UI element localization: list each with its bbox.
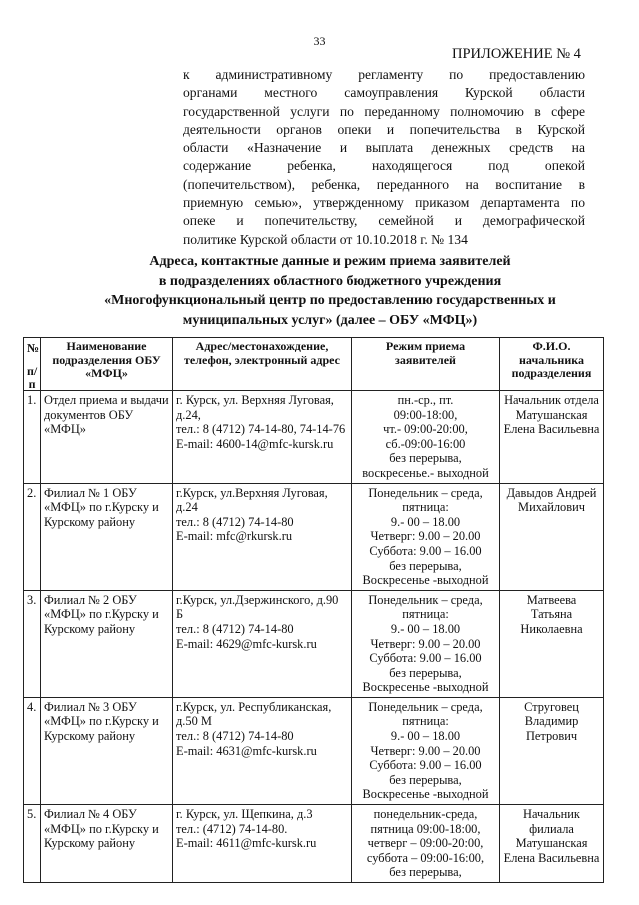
- header-number: № п/ п: [24, 338, 41, 391]
- cell-schedule: понедельник-среда, пятница 09:00-18:00, четверг – 09:00-20:00, суббота – 09:00-16:00, без перерыва,: [352, 805, 500, 883]
- cell-address: г. Курск, ул. Верхняя Луговая, д.24, тел.: 8 (4712) 74-14-80, 74-14-76 E-mail: 4600-14@mfc-kursk.ru: [173, 391, 352, 484]
- cell-name: Филиал № 3 ОБУ «МФЦ» по г.Курску и Курскому району: [41, 697, 173, 804]
- table-header-row: [24, 338, 604, 391]
- appendix-line: государственной услуги по переданному полномочию в сфере: [183, 103, 585, 119]
- appendix-line: опеке и попечительству, семейной и демографической: [183, 213, 585, 229]
- cell-name: Отдел приема и выдачи документов ОБУ «МФЦ»: [41, 391, 173, 484]
- table-row: [24, 391, 604, 484]
- cell-number: 1.: [24, 391, 41, 484]
- heading-line: Адреса, контактные данные и режим приема заявителей: [149, 254, 511, 269]
- table-row: [24, 590, 604, 697]
- table-row: [24, 697, 604, 804]
- appendix-line: органами местного самоуправления Курской области: [183, 85, 585, 101]
- appendix-line: приемную семью», утвержденному приказом департамента по: [183, 195, 585, 211]
- appendix-line: политике Курской области от 10.10.2018 г. № 134: [183, 231, 468, 247]
- cell-name: Филиал № 2 ОБУ «МФЦ» по г.Курску и Курскому району: [41, 590, 173, 697]
- cell-number: 3.: [24, 590, 41, 697]
- cell-head: Начальник филиала Матушанская Елена Васильевна: [500, 805, 604, 883]
- table-row: [24, 805, 604, 883]
- page-number: 33: [313, 34, 326, 48]
- header-name: Наименование подразделения ОБУ «МФЦ»: [41, 338, 173, 391]
- appendix-line: содержание ребенка, находящегося под опекой: [183, 158, 585, 174]
- heading-line: «Многофункциональный центр по предоставлению государственных и: [104, 293, 556, 308]
- cell-schedule: Понедельник – среда, пятница: 9.- 00 – 18.00 Четверг: 9.00 – 20.00 Суббота: 9.00 – 16.00 без перерыва, Воскресенье -выходной: [352, 590, 500, 697]
- mfc-table: [23, 337, 604, 883]
- cell-schedule: пн.-ср., пт. 09:00-18:00, чт.- 09:00-20:00, сб.-09:00-16:00 без перерыва, воскресенье.- выходной: [352, 391, 500, 484]
- heading-line: муниципальных услуг» (далее – ОБУ «МФЦ»): [182, 312, 478, 328]
- cell-number: 5.: [24, 805, 41, 883]
- appendix-title: ПРИЛОЖЕНИЕ № 4: [452, 46, 581, 62]
- cell-address: г. Курск, ул. Щепкина, д.3 тел.: (4712) 74-14-80. E-mail: 4611@mfc-kursk.ru: [173, 805, 352, 883]
- cell-name: Филиал № 4 ОБУ «МФЦ» по г.Курску и Курскому району: [41, 805, 173, 883]
- cell-head: Начальник отдела Матушанская Елена Васильевна: [500, 391, 604, 484]
- cell-address: г.Курск, ул.Верхняя Луговая, д.24 тел.: 8 (4712) 74-14-80 E-mail: mfc@rkursk.ru: [173, 483, 352, 590]
- table-row: [24, 483, 604, 590]
- header-head: Ф.И.О. начальника подразделения: [500, 338, 604, 391]
- cell-address: г.Курск, ул.Дзержинского, д.90 Б тел.: 8 (4712) 74-14-80 E-mail: 4629@mfc-kursk.ru: [173, 590, 352, 697]
- header-schedule: Режим приема заявителей: [352, 338, 500, 391]
- section-heading: [40, 252, 620, 330]
- cell-number: 2.: [24, 483, 41, 590]
- cell-schedule: Понедельник – среда, пятница: 9.- 00 – 18.00 Четверг: 9.00 – 20.00 Суббота: 9.00 – 16.00 без перерыва, Воскресенье -выходной: [352, 483, 500, 590]
- cell-schedule: Понедельник – среда, пятница: 9.- 00 – 18.00 Четверг: 9.00 – 20.00 Суббота: 9.00 – 16.00 без перерыва, Воскресенье -выходной: [352, 697, 500, 804]
- cell-name: Филиал № 1 ОБУ «МФЦ» по г.Курску и Курскому району: [41, 483, 173, 590]
- appendix-line: деятельности органов опеки и попечительства в Курской: [183, 121, 585, 137]
- cell-head: Струговец Владимир Петрович: [500, 697, 604, 804]
- appendix-line: к административному регламенту по предоставлению: [183, 67, 585, 82]
- cell-head: Давыдов Андрей Михайлович: [500, 483, 604, 590]
- cell-address: г.Курск, ул. Республиканская, д.50 М тел.: 8 (4712) 74-14-80 E-mail: 4631@mfc-kursk.ru: [173, 697, 352, 804]
- cell-number: 4.: [24, 697, 41, 804]
- heading-line: в подразделениях областного бюджетного учреждения: [158, 273, 502, 289]
- cell-head: Матвеева Татьяна Николаевна: [500, 590, 604, 697]
- header-address: Адрес/местонахождение, телефон, электронный адрес: [173, 338, 352, 391]
- appendix-line: (попечительством), ребенка, переданного на воспитание в: [183, 176, 585, 192]
- appendix-text: [183, 66, 585, 249]
- appendix-line: области «Назначение и выплата денежных средств на: [183, 140, 585, 156]
